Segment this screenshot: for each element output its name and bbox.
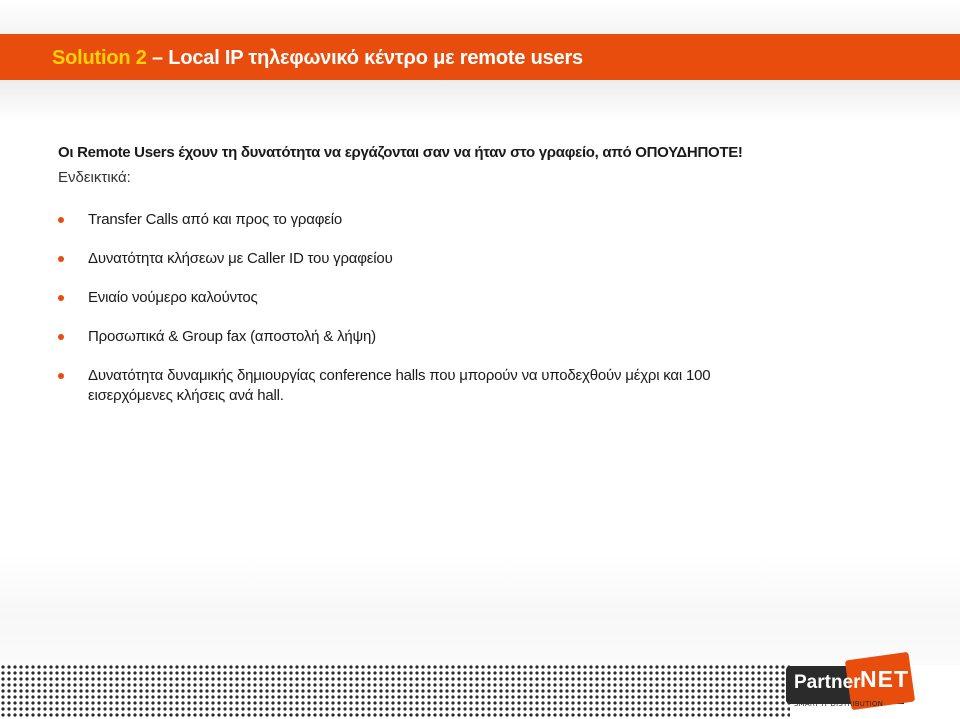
header-shadow-band	[0, 80, 960, 120]
partnernet-logo	[786, 654, 958, 716]
subheading: Ενδεικτικά:	[58, 169, 131, 186]
title-accent: Solution 2	[52, 47, 147, 69]
bullet-item	[58, 249, 788, 269]
bullet-item	[58, 288, 788, 308]
bullet-dot-icon	[58, 334, 64, 340]
logo-tagline: SMART IT DISTRIBUTION	[794, 700, 884, 708]
title-rest: – Local IP τηλεφωνικό κέντρο με remote users	[146, 47, 583, 69]
dot-pattern-footer	[0, 664, 790, 719]
bullet-text: Προσωπικά & Group fax (αποστολή & λήψη)	[88, 328, 376, 345]
header-top-band	[0, 0, 960, 34]
bullet-text: Transfer Calls από και προς το γραφείο	[88, 211, 343, 228]
bullet-dot-icon	[58, 295, 64, 301]
bullet-text: Ενιαίο νούμερο καλούντος	[88, 289, 258, 306]
logo-net-text: NET	[860, 666, 909, 692]
bullet-dot-icon	[58, 256, 64, 262]
bullet-dot-icon	[58, 373, 64, 379]
slide-title	[52, 46, 583, 70]
bullet-item	[58, 366, 788, 406]
bullet-item	[58, 210, 788, 230]
lead-text: Οι Remote Users έχουν τη δυνατότητα να εργάζονται σαν να ήταν στο γραφείο, από ΟΠΟΥΔΗΠΟΤΕ!	[58, 144, 743, 161]
bullet-dot-icon	[58, 217, 64, 223]
logo-partner-text: Partner	[794, 672, 861, 693]
slide-content	[58, 143, 928, 425]
background-watermark	[0, 555, 960, 665]
bullet-text: Δυνατότητα κλήσεων με Caller ID του γραφείου	[88, 250, 393, 267]
bullet-text: Δυνατότητα δυναμικής δημιουργίας conference halls που μπορούν να υποδεχθούν μέχρι και 100 εισερχόμενες κλήσεις ανά hall.	[88, 367, 711, 404]
bullet-item	[58, 327, 788, 347]
bullet-list	[58, 210, 928, 406]
